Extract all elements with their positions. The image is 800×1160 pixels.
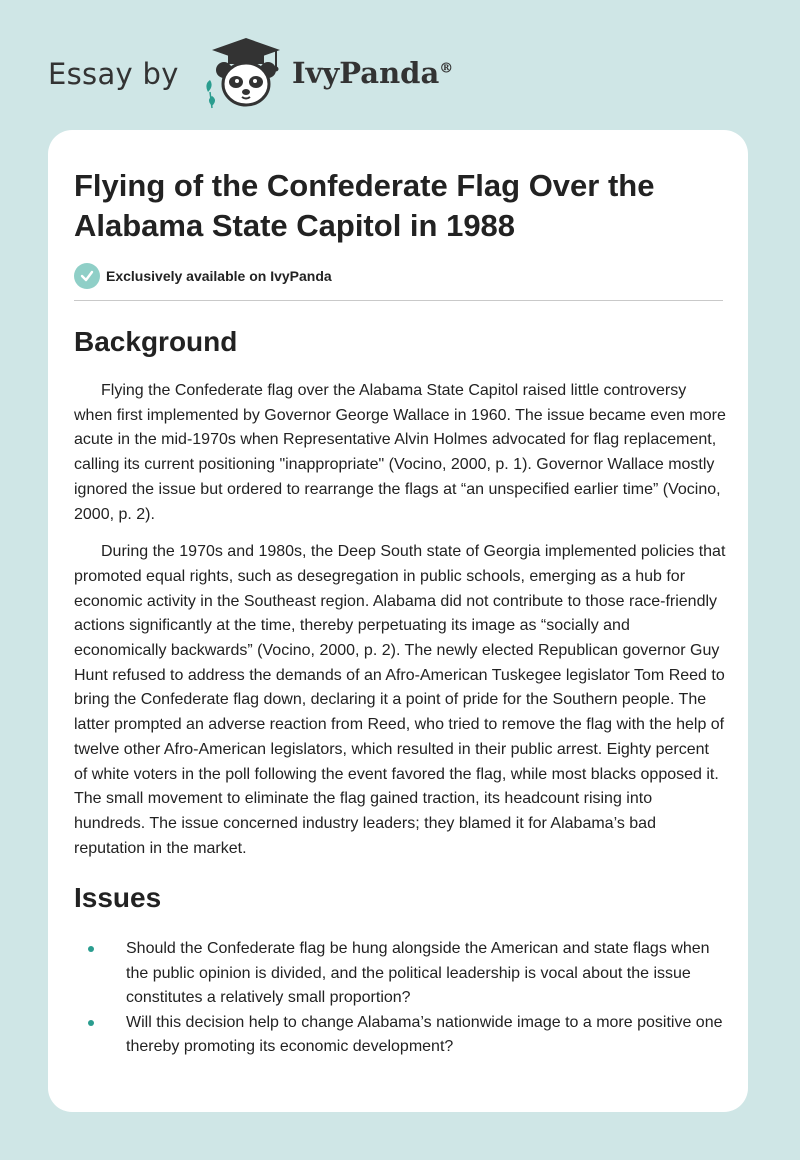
brand-name[interactable] (292, 56, 453, 90)
bullet-icon (88, 946, 94, 952)
issues-list (74, 937, 722, 1060)
panda-logo-icon[interactable] (202, 34, 284, 110)
essay-by-label: Essay by (48, 57, 179, 91)
registered-mark: ® (439, 60, 454, 77)
list-item (74, 937, 726, 1011)
section-heading-issues: Issues (74, 882, 162, 914)
section-heading-background: Background (74, 326, 238, 357)
bullet-icon (88, 1020, 94, 1026)
divider (74, 300, 723, 301)
background-paragraph-2: During the 1970s and 1980s, the Deep South state of Georgia implemented policies that promoted equal rights, such as desegregation in public schools, emerging as a hub for economic activity in the Southeast region. Alabama did not contribute to those race-friendly actions significantly at the time, thereby perpetuating its image as “socially and economically backwards” (Vocino, 2000, p. 2). The newly elected Republican governor Guy Hunt refused to address the demands of an Afro-American Tuskegee legislator Tom Reed to bring the Confederate flag down, declaring it a point of pride for the Southern people. The latter prompted an adverse reaction from Reed, who tried to remove the flag with the help of twelve other Afro-American legislators, which resulted in their public arrest. Eighty percent of white voters in the poll following the event favored the flag, while most blacks opposed it. The small movement to eliminate the flag gained traction, its headcount rising into hundreds. The issue concerned industry leaders; they blamed it for Alabama’s bad reputation in the market. (74, 543, 726, 857)
issue-text: Will this decision help to change Alabama’s nationwide image to a more positive one thereby promoting its economic development? (126, 1013, 723, 1056)
exclusive-badge (74, 262, 722, 290)
essay-card (48, 130, 748, 1112)
check-icon (74, 263, 100, 289)
brand-text: IvyPanda (292, 56, 440, 90)
exclusive-text: Exclusively available on IvyPanda (106, 268, 332, 284)
background-paragraph-1: Flying the Confederate flag over the Alabama State Capitol raised little controversy when first implemented by Governor George Wallace in 1960. The issue became even more acute in the mid-1970s when Representative Alvin Holmes advocated for flag replacement, calling its current positioning "inappropriate" (Vocino, 2000, p. 1). Governor Wallace mostly ignored the issue but ordered to rearrange the flags at “an unspecified earlier time” (Vocino, 2000, p. 2). (74, 382, 726, 523)
site-header (48, 34, 528, 114)
list-item (74, 1011, 726, 1060)
issue-text: Should the Confederate flag be hung alongside the American and state flags when the public opinion is divided, and the political leadership is vocal about the issue constitutes a relatively small proportion? (126, 940, 710, 1007)
essay-title: Flying of the Confederate Flag Over the Alabama State Capitol in 1988 (74, 168, 655, 243)
